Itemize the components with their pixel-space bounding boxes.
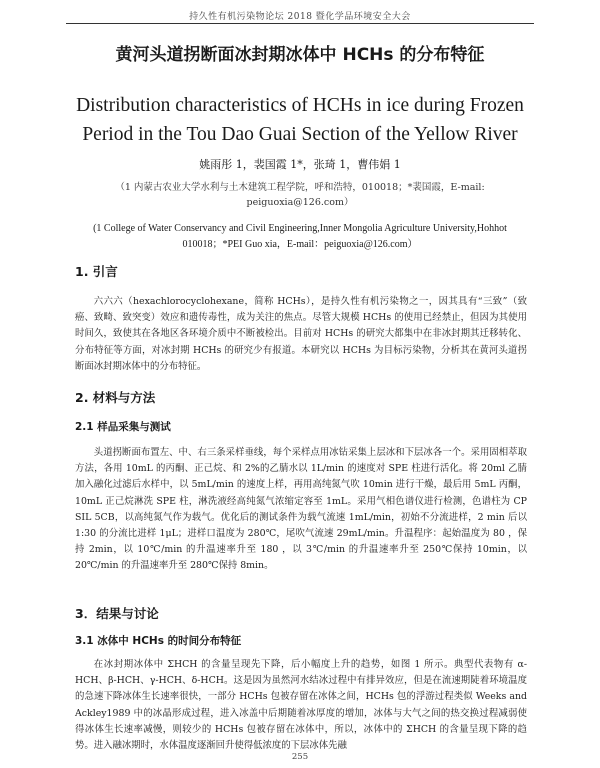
chinese-title: 黄河头道拐断面冰封期冰体中 HCHs 的分布特征	[115, 45, 485, 65]
page-number: 255	[291, 752, 309, 762]
chinese-affiliation-line-1: （1 内蒙古农业大学水利与土木建筑工程学院，呼和浩特，010018；*裴国霞，E-mail:	[115, 182, 485, 193]
section-heading-introduction: 1. 引言	[75, 264, 118, 279]
english-affiliation-line-2: 010018；*PEI Guo xia，E-mail：peiguoxia@126.com）	[182, 239, 418, 250]
author-list: 姚雨彤 1，裴国霞 1*，张琦 1，曹伟娟 1	[199, 158, 401, 171]
materials-paragraph: 头道拐断面布置左、中、右三条采样垂线，每个采样点用冰钻采集上层冰和下层冰各一个。采用固相萃取方法，各用 10mL 的丙酮、正己烷、和 2%的乙腈水以 1L/min 的速度对 SPE 柱进行活化。将 20ml 乙腈加入融化过滤后水样中，以 5mL/min 的速度上样，再用高纯氮气吹 10min 进行干燥，最后用 5mL 丙酮，10mL 正己烷淋洗 SPE 柱，淋洗液经高纯氮气浓缩定容至 1mL。采用气相色谱仪进行检测，色谱柱为 CP SIL 5CB，以高纯氮气作为载气。优化后的测试条件为载气流速 1mL/min，初始不分流进样，2 min 后以 1:30 的分流比进样 1μL；进样口温度为 280℃，尾吹气流速 29mL/min。升温程序：起始温度为 80 ，保持 2min，以 10℃/min 的升温速率升至 180 ，以 3℃/min 的升温速率升至 250℃保持 10min，以 20℃/min 的升温速率升至 280℃保持 8min。	[75, 447, 527, 572]
section-heading-results: 3．结果与讨论	[75, 606, 159, 621]
subsection-heading-sampling: 2.1 样品采集与测试	[75, 421, 171, 433]
english-affiliation	[66, 221, 534, 253]
english-title	[0, 91, 600, 149]
subsection-heading-time-distribution: 3.1 冰体中 HCHs 的时间分布特征	[75, 635, 242, 647]
header-rule	[66, 23, 534, 24]
english-title-line-2: Period in the Tou Dao Guai Section of the Yellow River	[82, 124, 518, 145]
section-heading-materials: 2. 材料与方法	[75, 390, 156, 405]
chinese-affiliation	[60, 180, 540, 210]
english-title-line-1: Distribution characteristics of HCHs in ice during Frozen	[76, 95, 524, 116]
chinese-affiliation-line-2: peiguoxia@126.com）	[246, 197, 354, 208]
running-header: 持久性有机污染物论坛 2018 暨化学品环境安全大会	[189, 12, 411, 22]
english-affiliation-line-1: (1 College of Water Conservancy and Civil Engineering,Inner Mongolia Agriculture University,Hohhot	[93, 223, 507, 234]
introduction-paragraph: 六六六（hexachlorocyclohexane，简称 HCHs），是持久性有机污染物之一，因其具有“三致”（致癌、致畸、致突变）效应和遗传毒性，成为关注的焦点。尽管大规模 HCHs 的使用已经禁止，但因为其使用时间久，致使其在各地区各环境介质中不断被检出。目前对 HCHs 的研究大都集中在非冰封期其迁移转化、分布特征等方面，对冰封期 HCHs 的研究少有报道。本研究以 HCHs 为目标污染物，分析其在黄河头道拐断面冰封期冰体中的分布特征。	[75, 296, 527, 372]
results-paragraph: 在冰封期冰体中 ΣHCH 的含量呈现先下降，后小幅度上升的趋势，如图 1 所示。典型代表物有 α-HCH、β-HCH、γ-HCH、δ-HCH。这是因为虽然河水结冰过程中有排异效应，但是在流速期陡着环境温度的急速下降冰体生长速率很快，一部分 HCHs 包被存留在冰体之间，HCHs 包的浮游过程类似 Weeks and Ackley1989 中的冰晶形成过程，进入冰盖中后期随着冰厚度的增加，冰体与大气之间的热交换过程减弱使得冰体生长速率减慢，则较少的 HCHs 包被存留在冰体中，所以，冰体中的 ΣHCH 的含量呈现下降的趋势。进入融冰期时，水体温度逐渐回升使得低浓度的下层冰体先融	[75, 659, 527, 752]
